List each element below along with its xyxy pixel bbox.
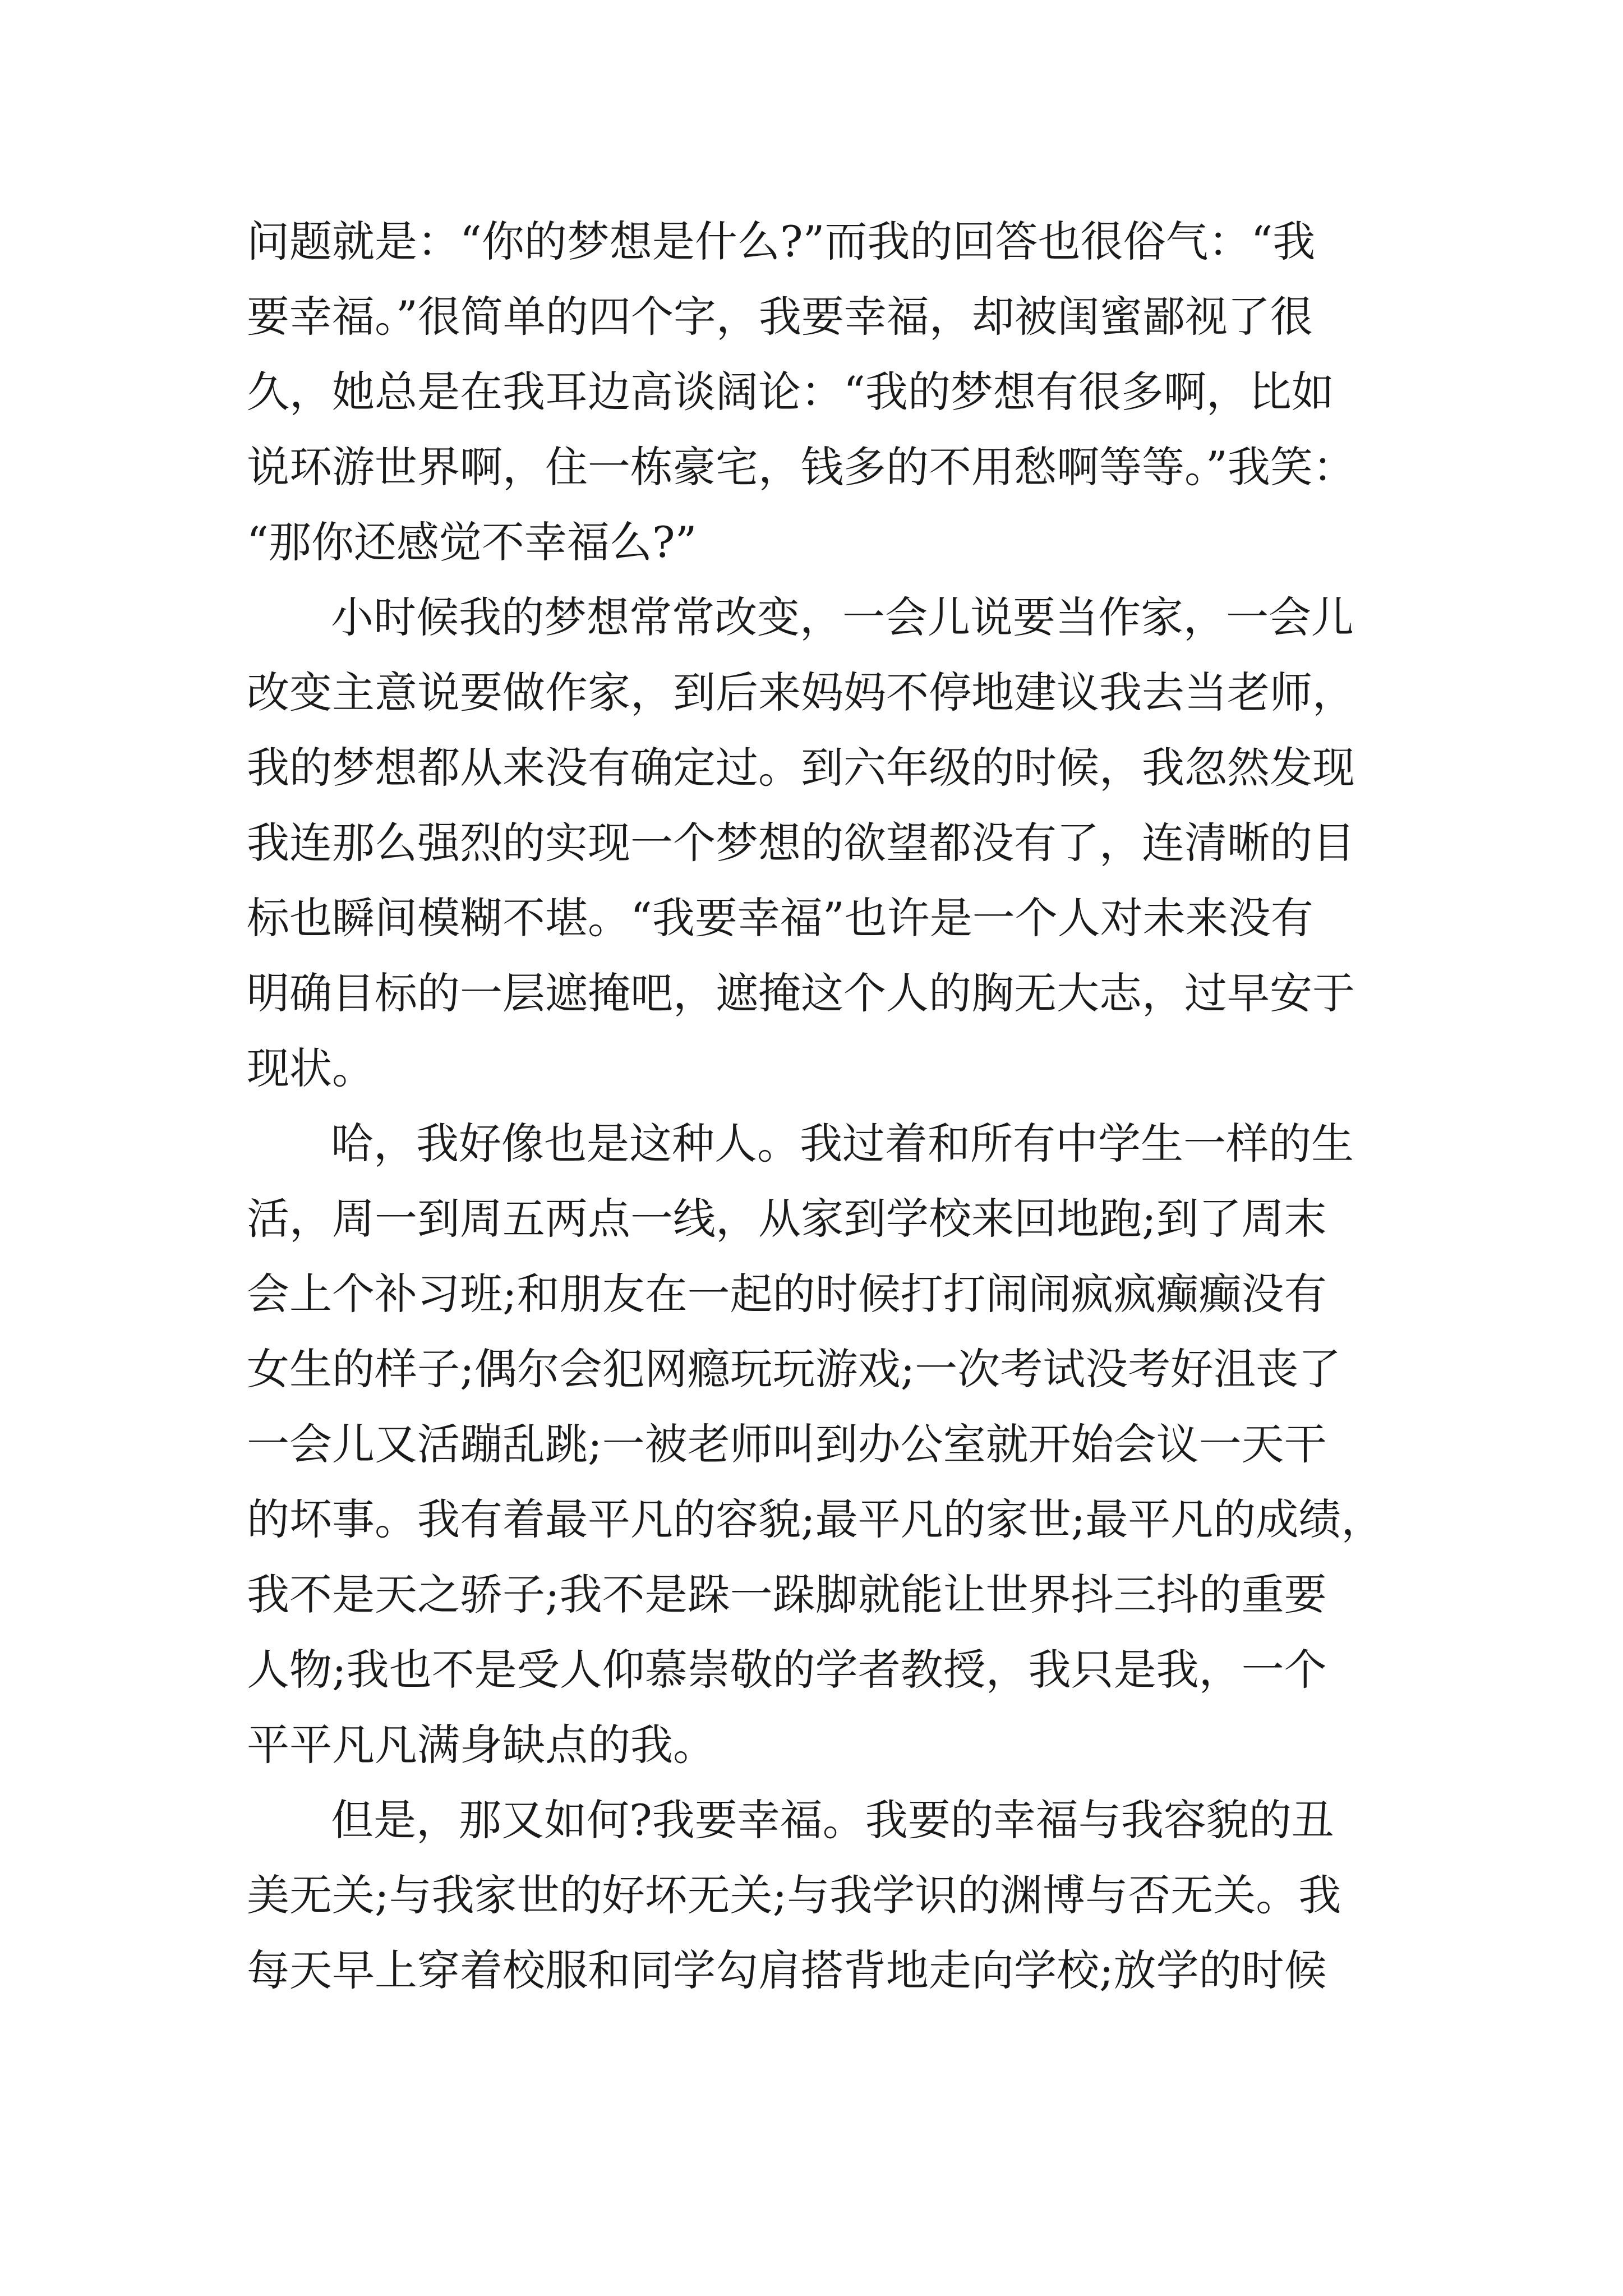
text-line: 女生的样子;偶尔会犯网瘾玩玩游戏;一次考试没考好沮丧了: [247, 1344, 1341, 1394]
text-line: 人物;我也不是受人仰慕崇敬的学者教授，我只是我，一个: [247, 1645, 1327, 1695]
text-line: 一会儿又活蹦乱跳;一被老师叫到办公室就开始会议一天干: [247, 1419, 1327, 1469]
text-line: 问题就是：“你的梦想是什么?”而我的回答也很俗气：“我: [247, 217, 1316, 266]
text-line: 改变主意说要做作家，到后来妈妈不停地建议我去当老师，: [247, 668, 1355, 717]
text-line: 每天早上穿着校服和同学勾肩搭背地走向学校;放学的时候: [247, 1945, 1327, 1995]
text-line: 活，周一到周五两点一线，从家到学校来回地跑;到了周末: [247, 1194, 1327, 1244]
text-line: 标也瞬间模糊不堪。“我要幸福”也许是一个人对未来没有: [247, 893, 1313, 943]
text-line: 的坏事。我有着最平凡的容貌;最平凡的家世;最平凡的成绩，: [247, 1494, 1384, 1544]
text-line: 平平凡凡满身缺点的我。: [247, 1720, 716, 1770]
text-line: 会上个补习班;和朋友在一起的时候打打闹闹疯疯癫癫没有: [247, 1269, 1327, 1319]
text-line: “那你还感觉不幸福么?”: [247, 517, 697, 567]
text-line: 要幸福。”很简单的四个字，我要幸福，却被闺蜜鄙视了很: [247, 292, 1313, 342]
text-line: 我不是天之骄子;我不是跺一跺脚就能让世界抖三抖的重要: [247, 1570, 1327, 1619]
text-line: 久，她总是在我耳边高谈阔论：“我的梦想有很多啊，比如: [247, 367, 1334, 417]
text-line: 美无关;与我家世的好坏无关;与我学识的渊博与否无关。我: [247, 1870, 1341, 1920]
text-line: 我连那么强烈的实现一个梦想的欲望都没有了，连清晰的目: [247, 818, 1355, 868]
text-line: 我的梦想都从来没有确定过。到六年级的时候，我忽然发现: [247, 743, 1355, 793]
text-line: 明确目标的一层遮掩吧，遮掩这个人的胸无大志，过早安于: [247, 968, 1355, 1018]
paragraph-first-line: 哈，我好像也是这种人。我过着和所有中学生一样的生: [331, 1119, 1354, 1168]
text-line: 现状。: [247, 1043, 375, 1093]
text-line: 说环游世界啊，住一栋豪宅，钱多的不用愁啊等等。”我笑：: [247, 442, 1355, 492]
paragraph-first-line: 小时候我的梦想常常改变，一会儿说要当作家，一会儿: [331, 592, 1354, 642]
paragraph-first-line: 但是，那又如何?我要幸福。我要的幸福与我容貌的丑: [331, 1795, 1334, 1845]
